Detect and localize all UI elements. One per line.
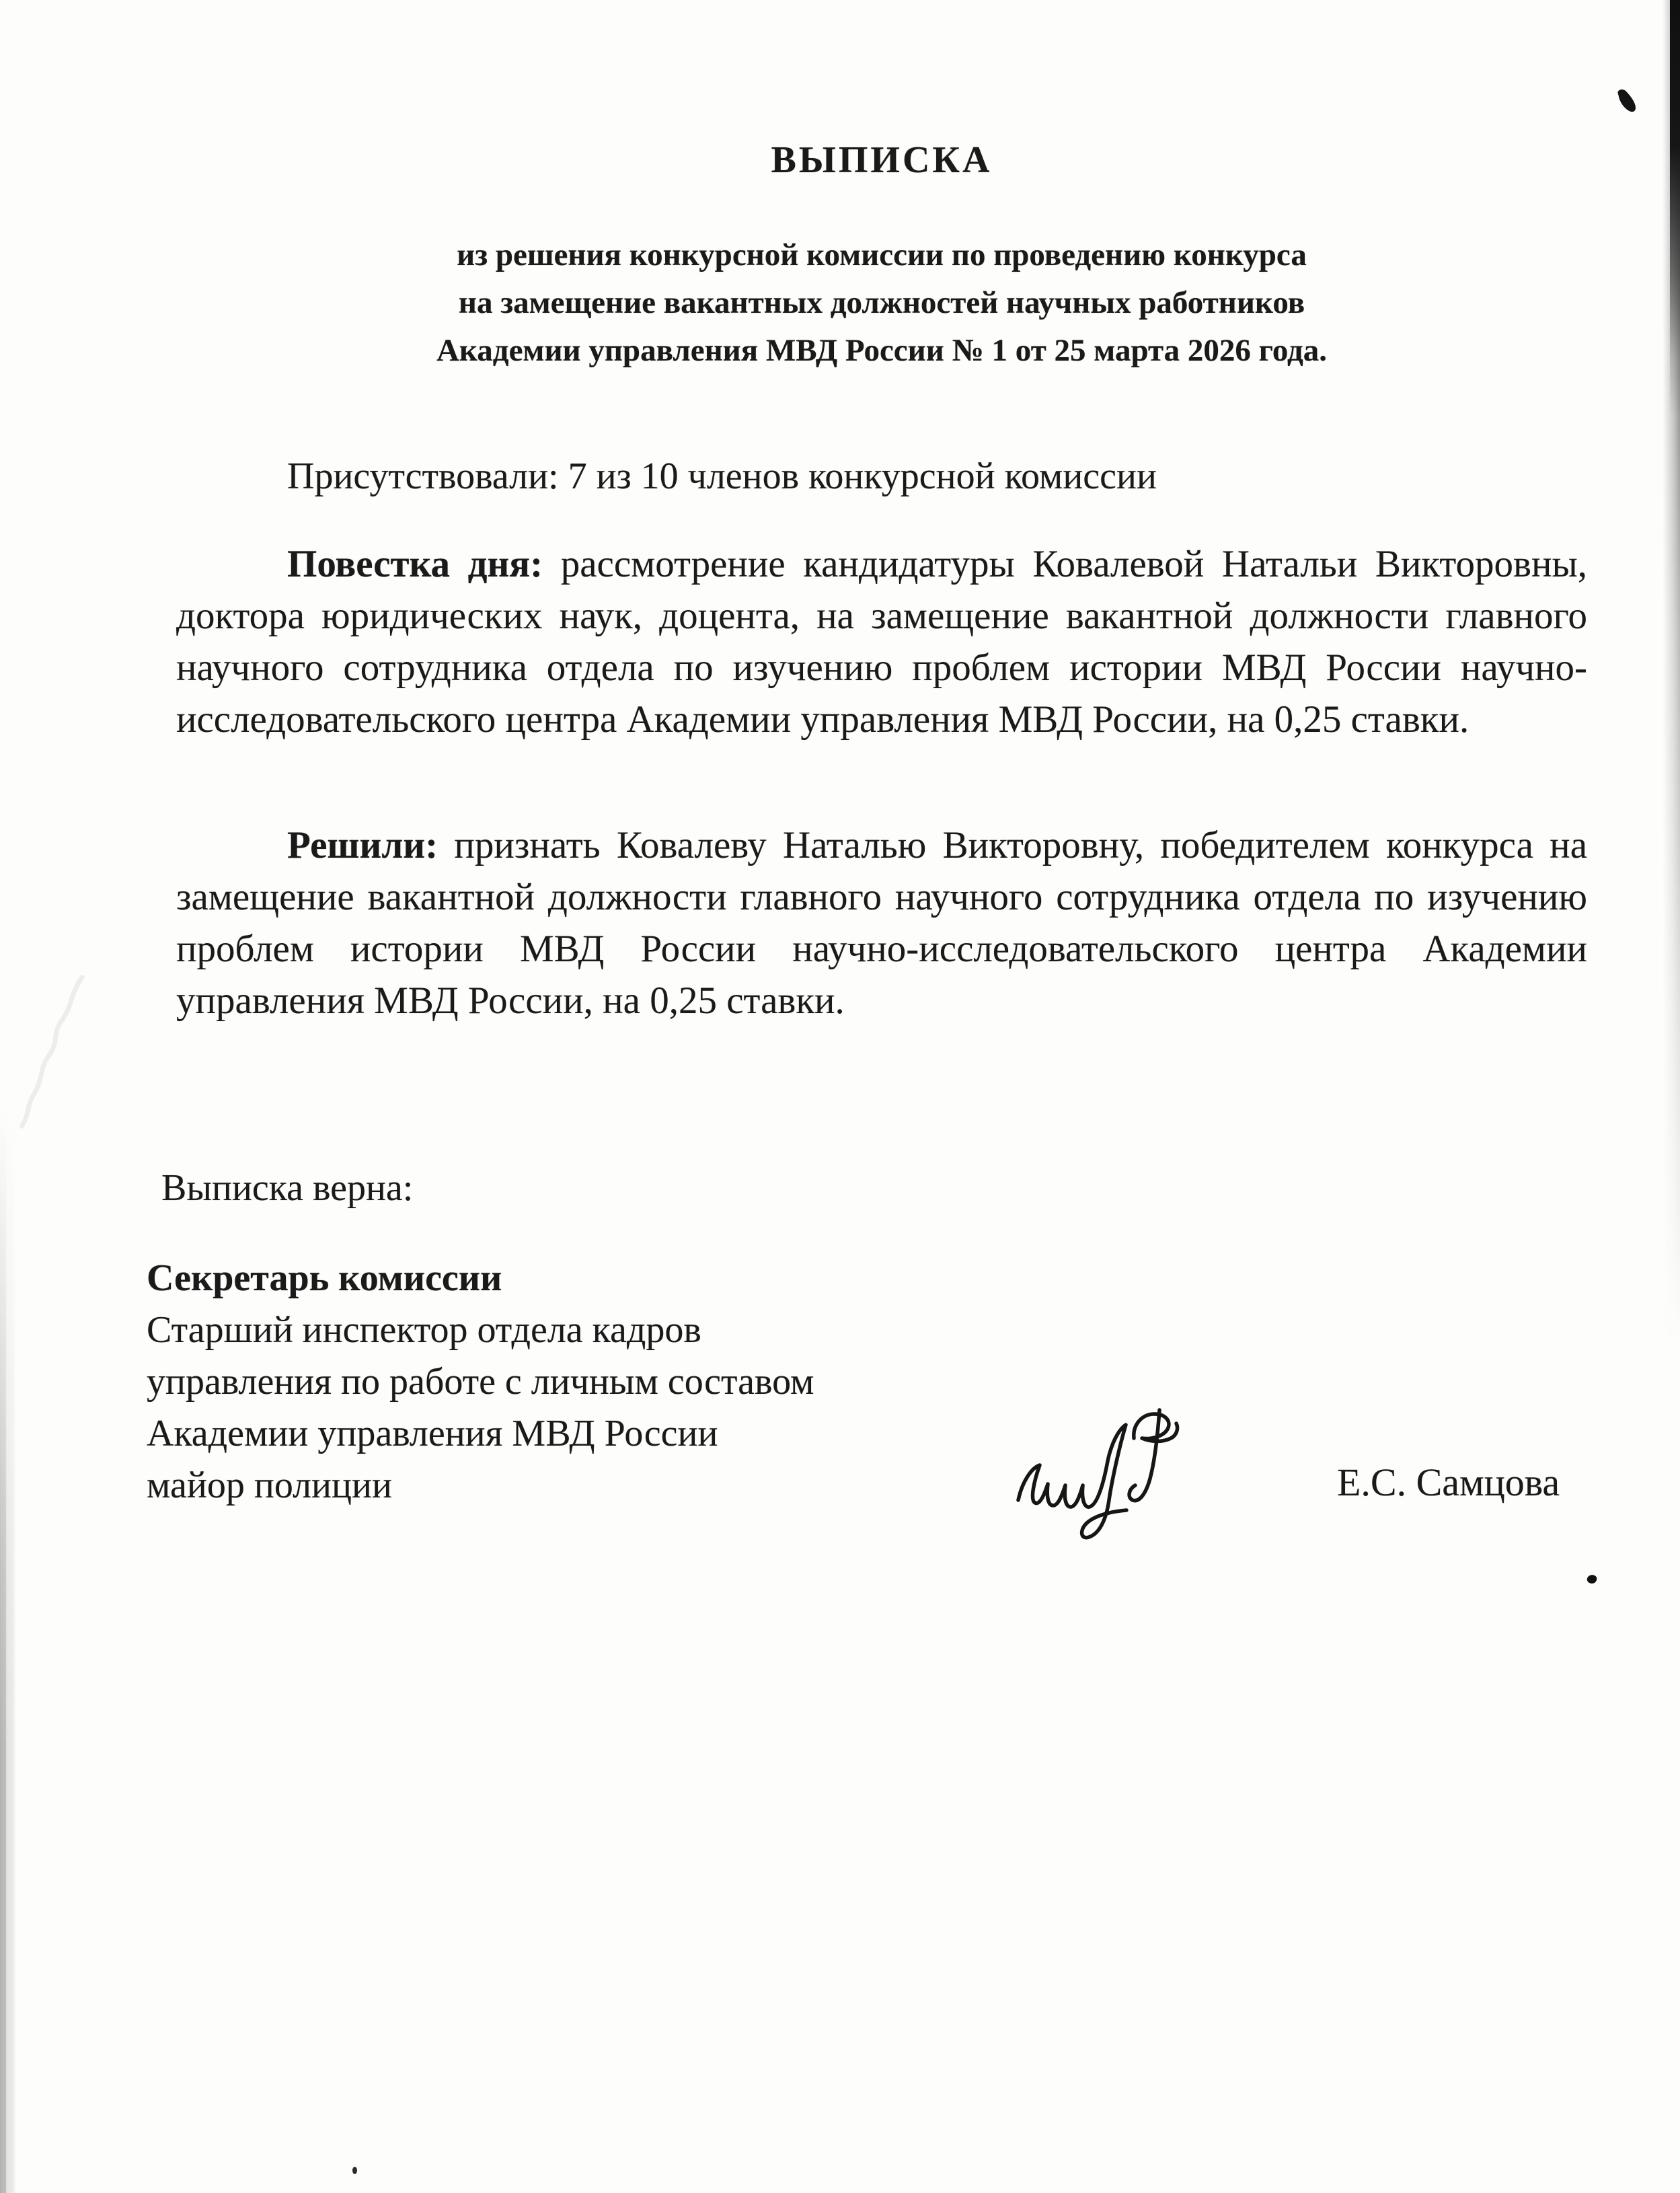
scan-speck-dot bbox=[1586, 1573, 1597, 1585]
signatory-role-line-1: Старший инспектор отдела кадров bbox=[147, 1309, 701, 1351]
signatory-role-line-4: майор полиции bbox=[147, 1464, 392, 1506]
subtitle-line-2: на замещение вакантных должностей научных работников bbox=[458, 285, 1305, 320]
pencil-smudge bbox=[13, 964, 97, 1142]
signatory-role-title: Секретарь комиссии bbox=[147, 1257, 502, 1299]
handwritten-signature bbox=[1007, 1407, 1216, 1549]
document-title: ВЫПИСКА bbox=[771, 139, 993, 181]
subtitle-line-3: Академии управления МВД России № 1 от 25 марта 2026 года. bbox=[436, 333, 1327, 368]
resolution-paragraph bbox=[176, 819, 1587, 1027]
document-subtitle bbox=[176, 231, 1587, 375]
certification-line: Выписка верна: bbox=[161, 1167, 414, 1209]
agenda-label: Повестка дня: bbox=[287, 543, 543, 585]
resolution-label: Решили: bbox=[287, 824, 438, 866]
resolution-text: признать Ковалеву Наталью Викторовну, победителем конкурса на замещение вакантной должности главного научного сотрудника отдела по изучению проблем истории МВД России научно-исследовательского центра Академии управления МВД России, на 0,25 ставки. bbox=[176, 824, 1587, 1022]
agenda-paragraph bbox=[176, 538, 1587, 745]
ink-blot-mark bbox=[1614, 87, 1644, 123]
signatory-name: Е.С. Самцова bbox=[1337, 1460, 1560, 1504]
agenda-text: рассмотрение кандидатуры Ковалевой Натальи Викторовны, доктора юридических наук, доцента, на замещение вакантной должности главного научного сотрудника отдела по изучению проблем истории МВД России научно-исследовательского центра Академии управления МВД России, на 0,25 ставки. bbox=[176, 543, 1587, 741]
signatory-block bbox=[147, 1253, 814, 1512]
attendance-line: Присутствовали: 7 из 10 членов конкурсной комиссии bbox=[287, 455, 1157, 497]
signatory-role-line-2: управления по работе с личным составом bbox=[147, 1361, 814, 1403]
signatory-role-line-3: Академии управления МВД России bbox=[147, 1413, 718, 1454]
subtitle-line-1: из решения конкурсной комиссии по проведению конкурса bbox=[457, 237, 1307, 272]
scan-edge-right-corner bbox=[1670, 0, 1680, 417]
scan-edge-left-band bbox=[0, 1110, 15, 2193]
scan-speck-dot bbox=[352, 2167, 357, 2174]
